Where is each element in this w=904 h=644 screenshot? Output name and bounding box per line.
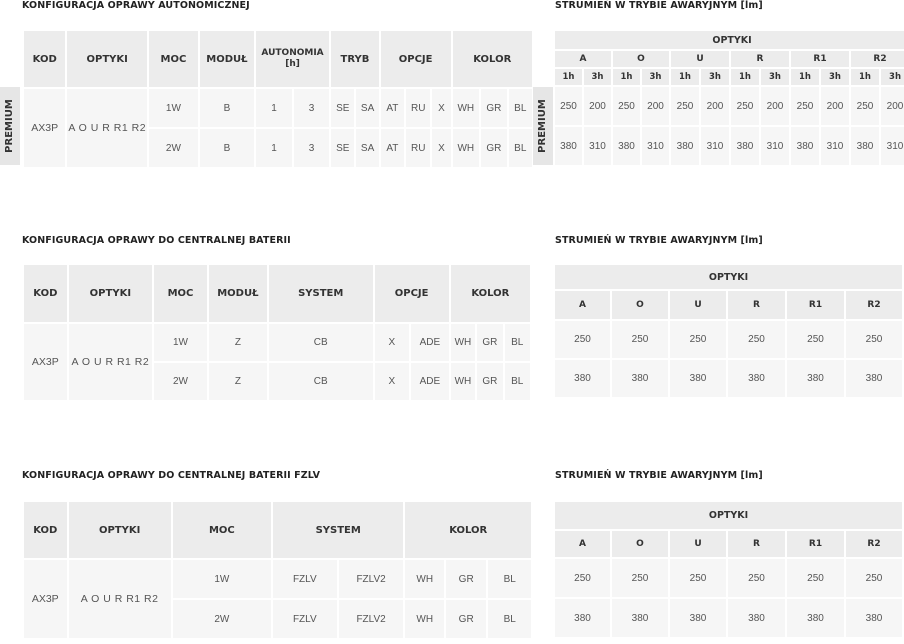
moc-cell: 1W xyxy=(149,89,198,127)
optics-cell: A O U R R1 R2 xyxy=(69,560,171,638)
tryb-cell: SE xyxy=(331,129,354,167)
opcje-cell: RU xyxy=(406,89,430,127)
flux-duration-header: 1h xyxy=(791,69,819,85)
flux-value-cell: 310 xyxy=(584,127,611,165)
autonomia-cell: 3 xyxy=(294,89,329,127)
system-cell: CB xyxy=(269,363,373,400)
moc-cell: 1W xyxy=(173,560,271,598)
opcje-cell: AT xyxy=(381,89,404,127)
kolor-cell: BL xyxy=(509,89,532,127)
code-cell: AX3P xyxy=(24,560,67,638)
flux-value-cell: 200 xyxy=(701,87,729,125)
header-modul: MODUŁ xyxy=(209,265,267,322)
flux-duration-header: 1h xyxy=(671,69,699,85)
flux-optic-header: R2 xyxy=(851,51,904,67)
flux-value-cell: 380 xyxy=(555,599,610,637)
flux-optic-header: O xyxy=(613,51,669,67)
flux-optic-header: R1 xyxy=(787,531,844,557)
flux-value-cell: 250 xyxy=(731,87,759,125)
kolor-cell: WH xyxy=(451,324,475,361)
premium-label-left: PREMIUM xyxy=(4,99,15,153)
flux-value-cell: 250 xyxy=(846,559,902,597)
kolor-cell: WH xyxy=(451,363,475,400)
autonomia-cell: 1 xyxy=(256,89,292,127)
optics-cell: A O U R R1 R2 xyxy=(69,324,152,400)
flux-value-cell: 250 xyxy=(670,559,726,597)
header-tryb: TRYB xyxy=(331,31,379,87)
flux-duration-header: 3h xyxy=(761,69,789,85)
flux-value-cell: 250 xyxy=(728,321,785,358)
flux-value-cell: 380 xyxy=(728,599,785,637)
kolor-cell: BL xyxy=(509,129,532,167)
flux-value-cell: 250 xyxy=(612,559,668,597)
opcje-cell: X xyxy=(375,324,410,361)
flux-duration-header: 3h xyxy=(821,69,849,85)
flux-value-cell: 250 xyxy=(851,87,879,125)
flux-value-cell: 250 xyxy=(612,321,668,358)
kolor-cell: WH xyxy=(453,129,480,167)
flux-optic-header: R2 xyxy=(846,531,902,557)
opcje-cell: ADE xyxy=(411,363,449,400)
flux-optic-header: U xyxy=(670,291,726,319)
moc-cell: 1W xyxy=(154,324,207,361)
kolor-cell: BL xyxy=(505,363,530,400)
autonomia-cell: 1 xyxy=(256,129,292,167)
flux-optic-header: O xyxy=(612,531,668,557)
kolor-cell: GR xyxy=(477,363,502,400)
flux-duration-header: 3h xyxy=(701,69,729,85)
flux-value-cell: 200 xyxy=(584,87,611,125)
flux-duration-header: 1h xyxy=(555,69,582,85)
fzlv-flux-table xyxy=(553,500,904,639)
flux-value-cell: 310 xyxy=(761,127,789,165)
flux-value-cell: 200 xyxy=(821,87,849,125)
flux-value-cell: 380 xyxy=(728,360,785,397)
autonomous-config-table xyxy=(22,29,534,169)
flux-value-cell: 380 xyxy=(787,599,844,637)
kolor-cell: BL xyxy=(488,560,531,598)
flux-value-cell: 200 xyxy=(761,87,789,125)
header-opcje: OPCJE xyxy=(381,31,451,87)
flux-value-cell: 250 xyxy=(728,559,785,597)
header-optyki: OPTYKI xyxy=(67,31,147,87)
flux-value-cell: 250 xyxy=(846,321,902,358)
modul-cell: B xyxy=(200,129,254,167)
opcje-cell: AT xyxy=(381,129,404,167)
flux-optic-header: U xyxy=(670,531,726,557)
header-kod: KOD xyxy=(24,502,67,558)
flux-optic-header: A xyxy=(555,531,610,557)
tryb-cell: SA xyxy=(356,129,378,167)
system-cell: CB xyxy=(269,324,373,361)
header-optyki: OPTYKI xyxy=(69,265,152,322)
flux-value-cell: 250 xyxy=(791,87,819,125)
moc-cell: 2W xyxy=(149,129,198,167)
flux-duration-header: 3h xyxy=(642,69,669,85)
flux-optic-header: U xyxy=(671,51,729,67)
flux-value-cell: 250 xyxy=(555,87,582,125)
flux-value-cell: 380 xyxy=(555,127,582,165)
flux-duration-header: 1h xyxy=(613,69,640,85)
header-moc: MOC xyxy=(154,265,207,322)
kolor-cell: WH xyxy=(405,560,443,598)
flux-optic-header: R xyxy=(728,291,785,319)
opcje-cell: X xyxy=(375,363,410,400)
header-kolor: KOLOR xyxy=(405,502,531,558)
header-modul: MODUŁ xyxy=(200,31,254,87)
kolor-cell: BL xyxy=(505,324,530,361)
system-cell: FZLV2 xyxy=(339,600,404,638)
section1-right-title: STRUMIEŃ W TRYBIE AWARYJNYM [lm] xyxy=(555,0,763,11)
flux-optic-header: R2 xyxy=(846,291,902,319)
autonomia-cell: 3 xyxy=(294,129,329,167)
flux-optic-header: R xyxy=(731,51,789,67)
tryb-cell: SE xyxy=(331,89,354,127)
section3-left-title: KONFIGURACJA OPRAWY DO CENTRALNEJ BATERII FZLV xyxy=(22,470,321,481)
header-moc: MOC xyxy=(149,31,198,87)
flux-value-cell: 250 xyxy=(555,321,610,358)
flux-value-cell: 310 xyxy=(701,127,729,165)
flux-duration-header: 1h xyxy=(851,69,879,85)
flux-value-cell: 250 xyxy=(555,559,610,597)
kolor-cell: WH xyxy=(405,600,443,638)
central-battery-flux-table xyxy=(553,263,904,399)
flux-header-optyki: OPTYKI xyxy=(555,31,904,49)
autonomous-flux-table xyxy=(553,29,904,167)
header-kolor: KOLOR xyxy=(453,31,532,87)
flux-duration-header: 3h xyxy=(881,69,904,85)
header-kod: KOD xyxy=(24,31,65,87)
flux-value-cell: 380 xyxy=(846,599,902,637)
flux-value-cell: 250 xyxy=(670,321,726,358)
kolor-cell: WH xyxy=(453,89,480,127)
premium-label-right: PREMIUM xyxy=(537,99,548,153)
opcje-cell: RU xyxy=(406,129,430,167)
header-autonomia: AUTONOMIA [h] xyxy=(256,31,329,87)
kolor-cell: GR xyxy=(481,89,506,127)
flux-value-cell: 310 xyxy=(821,127,849,165)
flux-value-cell: 380 xyxy=(612,599,668,637)
flux-value-cell: 380 xyxy=(670,599,726,637)
flux-value-cell: 250 xyxy=(671,87,699,125)
flux-optic-header: O xyxy=(612,291,668,319)
section3-right-title: STRUMIEŃ W TRYBIE AWARYJNYM [lm] xyxy=(555,470,763,481)
modul-cell: Z xyxy=(209,324,267,361)
flux-value-cell: 310 xyxy=(881,127,904,165)
section1-left-title: KONFIGURACJA OPRAWY AUTONOMICZNEJ xyxy=(22,0,250,11)
modul-cell: Z xyxy=(209,363,267,400)
flux-optic-header: R1 xyxy=(787,291,844,319)
flux-value-cell: 380 xyxy=(791,127,819,165)
header-opcje: OPCJE xyxy=(375,265,449,322)
header-system: SYSTEM xyxy=(269,265,373,322)
opcje-cell: X xyxy=(432,89,450,127)
kolor-cell: GR xyxy=(477,324,502,361)
kolor-cell: GR xyxy=(446,600,486,638)
modul-cell: B xyxy=(200,89,254,127)
tryb-cell: SA xyxy=(356,89,378,127)
section2-right-title: STRUMIEŃ W TRYBIE AWARYJNYM [lm] xyxy=(555,235,763,246)
flux-value-cell: 380 xyxy=(671,127,699,165)
flux-value-cell: 380 xyxy=(612,360,668,397)
code-cell: AX3P xyxy=(24,324,67,400)
system-cell: FZLV xyxy=(273,600,337,638)
flux-value-cell: 250 xyxy=(613,87,640,125)
moc-cell: 2W xyxy=(173,600,271,638)
kolor-cell: GR xyxy=(481,129,506,167)
kolor-cell: GR xyxy=(446,560,486,598)
header-system: SYSTEM xyxy=(273,502,404,558)
header-kolor: KOLOR xyxy=(451,265,530,322)
flux-optic-header: R1 xyxy=(791,51,849,67)
flux-value-cell: 380 xyxy=(731,127,759,165)
header-kod: KOD xyxy=(24,265,67,322)
flux-value-cell: 380 xyxy=(670,360,726,397)
opcje-cell: X xyxy=(432,129,450,167)
flux-optic-header: A xyxy=(555,51,611,67)
optics-cell: A O U R R1 R2 xyxy=(67,89,147,167)
flux-value-cell: 380 xyxy=(851,127,879,165)
flux-value-cell: 380 xyxy=(846,360,902,397)
header-moc: MOC xyxy=(173,502,271,558)
flux-value-cell: 380 xyxy=(787,360,844,397)
flux-optic-header: A xyxy=(555,291,610,319)
flux-value-cell: 200 xyxy=(881,87,904,125)
flux-value-cell: 200 xyxy=(642,87,669,125)
flux-duration-header: 3h xyxy=(584,69,611,85)
flux-value-cell: 250 xyxy=(787,321,844,358)
flux-optic-header: R xyxy=(728,531,785,557)
flux-header-optyki: OPTYKI xyxy=(555,265,902,289)
header-optyki: OPTYKI xyxy=(69,502,171,558)
flux-value-cell: 310 xyxy=(642,127,669,165)
flux-header-optyki: OPTYKI xyxy=(555,502,902,529)
section2-left-title: KONFIGURACJA OPRAWY DO CENTRALNEJ BATERII xyxy=(22,235,291,246)
code-cell: AX3P xyxy=(24,89,65,167)
opcje-cell: ADE xyxy=(411,324,449,361)
moc-cell: 2W xyxy=(154,363,207,400)
system-cell: FZLV xyxy=(273,560,337,598)
flux-value-cell: 380 xyxy=(555,360,610,397)
flux-value-cell: 250 xyxy=(787,559,844,597)
flux-value-cell: 380 xyxy=(613,127,640,165)
flux-duration-header: 1h xyxy=(731,69,759,85)
system-cell: FZLV2 xyxy=(339,560,404,598)
central-battery-config-table xyxy=(22,263,532,402)
kolor-cell: BL xyxy=(488,600,531,638)
fzlv-config-table xyxy=(22,500,533,640)
